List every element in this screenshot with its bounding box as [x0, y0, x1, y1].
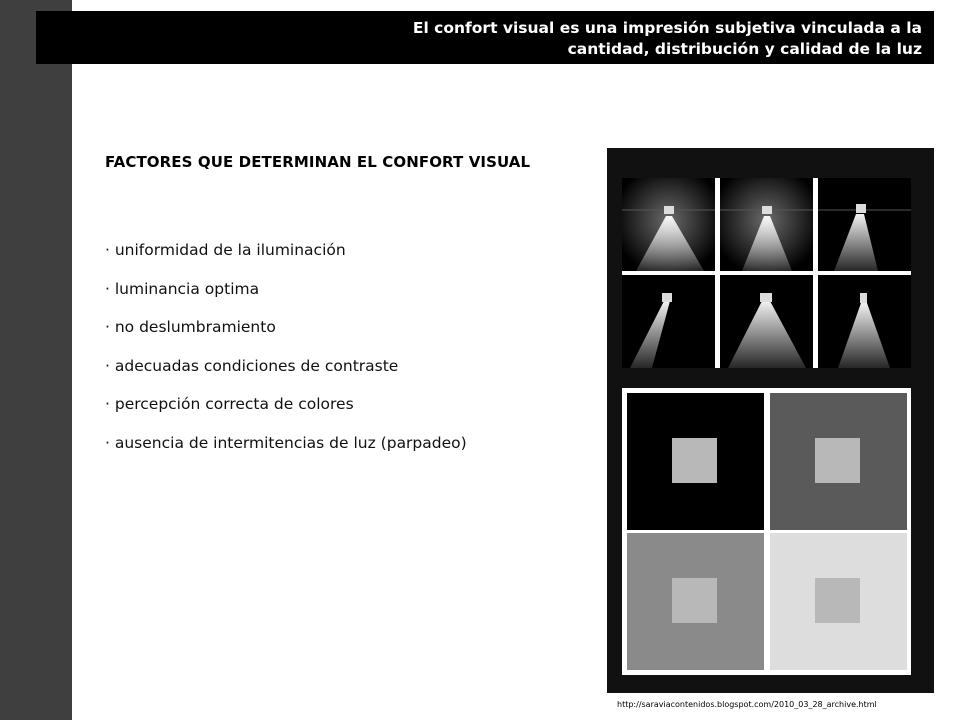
light-beam-image-3	[818, 178, 911, 271]
light-beam-image-2	[720, 178, 813, 271]
slide-title-line-1: El confort visual es una impresión subjetiva vinculada a la	[412, 19, 922, 37]
light-beam-image-4	[622, 275, 715, 368]
inner-gray-square	[815, 578, 860, 623]
contrast-square-light-gray	[770, 533, 907, 670]
light-beams-grid	[622, 178, 911, 368]
section-heading: FACTORES QUE DETERMINAN EL CONFORT VISUAL	[105, 153, 531, 171]
factor-item-no-glare: · no deslumbramiento	[105, 318, 276, 336]
factor-item-luminance: · luminancia optima	[105, 279, 260, 298]
contrast-square-black	[627, 393, 764, 530]
light-beam-image-6	[818, 275, 911, 368]
inner-gray-square	[815, 438, 860, 483]
factor-item-contrast: · adecuadas condiciones de contraste	[105, 356, 399, 375]
illustration-figure	[607, 148, 934, 693]
factor-item-no-flicker: · ausencia de intermitencias de luz (parpadeo)	[105, 433, 467, 452]
light-beam-image-1	[622, 178, 715, 271]
title-bar	[36, 11, 934, 64]
factors-list	[105, 238, 467, 469]
light-beam-image-5	[720, 275, 813, 368]
inner-gray-square	[672, 438, 717, 483]
factor-item-uniformity: · uniformidad de la iluminación	[105, 241, 346, 259]
slide-title-line-2: cantidad, distribución y calidad de la luz	[567, 40, 922, 58]
contrast-squares-grid	[622, 388, 911, 675]
factor-item-color-perception: · percepción correcta de colores	[105, 395, 354, 413]
inner-gray-square	[672, 578, 717, 623]
slide-title	[36, 18, 922, 60]
left-sidebar-band	[0, 0, 72, 720]
image-source-url: http://saraviacontenidos.blogspot.com/2010_03_28_archive.html	[617, 700, 877, 709]
contrast-square-mid-gray	[627, 533, 764, 670]
contrast-square-dark-gray	[770, 393, 907, 530]
